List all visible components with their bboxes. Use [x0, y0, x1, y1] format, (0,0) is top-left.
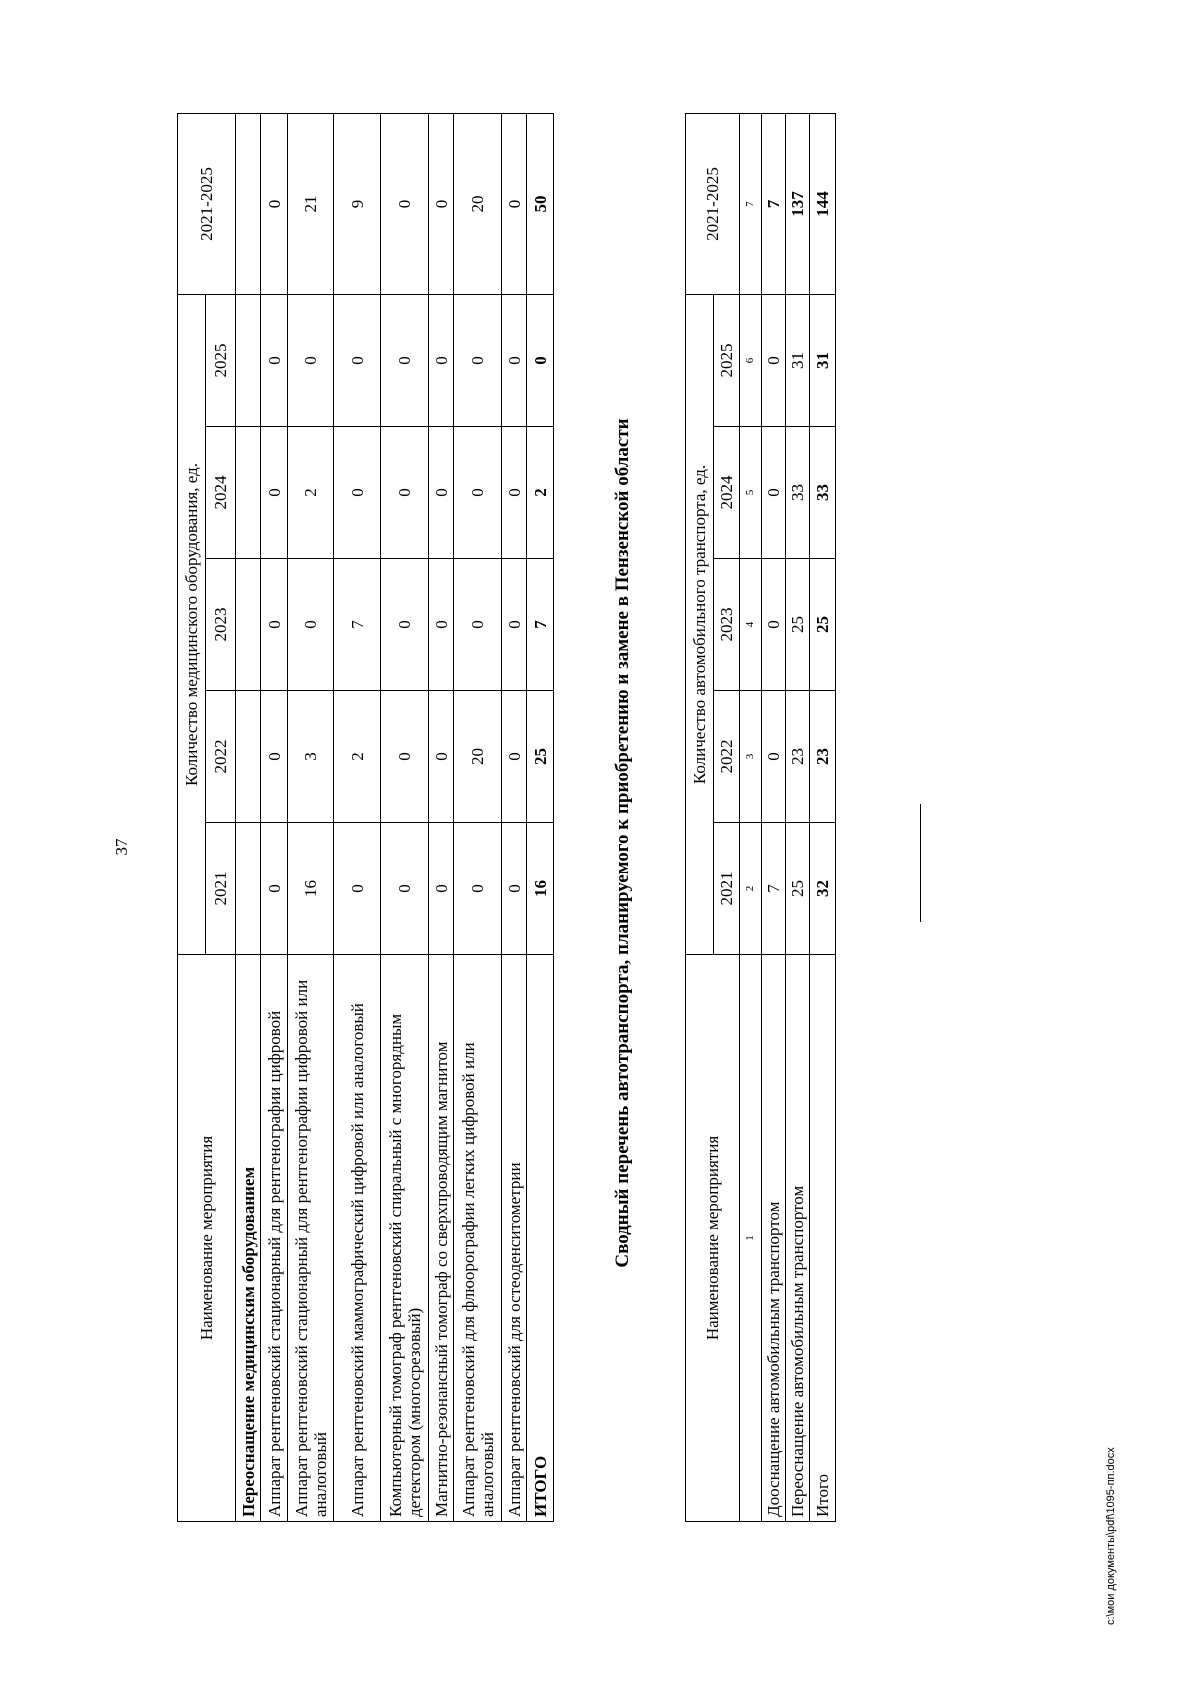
t2-index-cell: 7 [740, 114, 762, 295]
t2-year-header: 2024 [714, 427, 740, 559]
t2-index-cell: 4 [740, 559, 762, 691]
t1-cell: 0 [502, 823, 527, 955]
t1-cell: 0 [429, 823, 454, 955]
separator-line [920, 804, 921, 922]
table-row [502, 114, 527, 1522]
t1-total-label: ИТОГО [527, 955, 554, 1522]
t1-total-header: 2021-2025 [178, 114, 236, 295]
t1-cell: 0 [381, 823, 429, 955]
t2-cell: 33 [786, 427, 810, 559]
t1-cell: 0 [454, 427, 502, 559]
t1-cell: 0 [261, 691, 288, 823]
t1-total-cell: 0 [527, 295, 554, 427]
page-number: 37 [112, 838, 131, 856]
t1-cell: 0 [381, 559, 429, 691]
t1-cell: 9 [334, 114, 381, 295]
medical-equipment-table [177, 113, 554, 1522]
t1-row-name: Аппарат рентгеновский для флюорографии легких цифровой или аналоговый [454, 955, 502, 1522]
t2-year-header: 2022 [714, 691, 740, 823]
t1-cell: 0 [381, 295, 429, 427]
t1-cell: 0 [261, 427, 288, 559]
t2-index-cell: 6 [740, 295, 762, 427]
t2-cell: 7 [762, 114, 786, 295]
t1-cell: 0 [261, 114, 288, 295]
t1-cell: 20 [454, 691, 502, 823]
t1-group-header: Количество медицинского оборудования, ед. [178, 295, 206, 955]
t1-cell: 0 [429, 114, 454, 295]
t2-group-header: Количество автомобильного транспорта, ед. [686, 295, 714, 955]
t1-cell: 0 [334, 427, 381, 559]
table-row [786, 114, 810, 1522]
t2-cell: 25 [786, 823, 810, 955]
table-row [261, 114, 288, 1522]
table-row [288, 114, 334, 1522]
t2-cell: 7 [762, 823, 786, 955]
t1-cell: 0 [429, 691, 454, 823]
t2-cell: 31 [786, 295, 810, 427]
t1-cell: 0 [502, 114, 527, 295]
t1-cell: 0 [429, 559, 454, 691]
t1-cell: 0 [454, 823, 502, 955]
table-row [454, 114, 502, 1522]
table-row [334, 114, 381, 1522]
index-row [740, 114, 762, 1522]
t2-row-name: Переоснащение автомобильным транспортом [786, 955, 810, 1522]
t1-cell: 2 [334, 691, 381, 823]
t1-row-name: Компьютерный томограф рентгеновский спиральный с многорядным детектором (многосрезовый) [381, 955, 429, 1522]
t2-index-cell: 3 [740, 691, 762, 823]
t1-row-name: Аппарат рентгеновский стационарный для рентгенографии цифровой [261, 955, 288, 1522]
total-row [527, 114, 554, 1522]
table-row [762, 114, 786, 1522]
t1-cell: 0 [454, 559, 502, 691]
table2-title: Сводный перечень автотранспорта, планируемого к приобретению и замене в Пензенской области [612, 418, 633, 1268]
t2-cell: 0 [762, 559, 786, 691]
footer-file-path: c:\мои документы\pdf\1095-пп.docx [1105, 1447, 1117, 1625]
t1-row-name: Аппарат рентгеновский маммографический цифровой или аналоговый [334, 955, 381, 1522]
t1-cell: 0 [288, 559, 334, 691]
t1-cell: 0 [381, 427, 429, 559]
t1-cell: 0 [502, 691, 527, 823]
t1-name-header: Наименование мероприятия [178, 955, 236, 1522]
t1-cell: 0 [334, 823, 381, 955]
t2-total-label: Итого [810, 955, 836, 1522]
table-row [381, 114, 429, 1522]
t1-cell: 0 [454, 295, 502, 427]
t1-total-cell: 16 [527, 823, 554, 955]
t1-cell: 7 [334, 559, 381, 691]
t1-cell: 16 [288, 823, 334, 955]
t1-total-cell: 25 [527, 691, 554, 823]
t2-year-header: 2025 [714, 295, 740, 427]
t1-cell: 0 [502, 427, 527, 559]
t1-cell: 0 [261, 823, 288, 955]
t2-index-cell: 5 [740, 427, 762, 559]
t1-row-name: Аппарат рентгеновский стационарный для рентгенографии цифровой или аналоговый [288, 955, 334, 1522]
t1-cell: 0 [261, 295, 288, 427]
t1-cell: 0 [334, 295, 381, 427]
t1-cell: 2 [288, 427, 334, 559]
t1-row-name: Аппарат рентгеновский для остеоденситометрии [502, 955, 527, 1522]
total-row [810, 114, 836, 1522]
t2-cell: 137 [786, 114, 810, 295]
t2-index-cell: 1 [740, 955, 762, 1522]
t2-cell: 25 [786, 559, 810, 691]
t1-cell: 0 [429, 295, 454, 427]
t1-total-cell: 50 [527, 114, 554, 295]
t1-cell: 0 [381, 691, 429, 823]
t1-cell: 0 [261, 559, 288, 691]
t2-total-header: 2021-2025 [686, 114, 740, 295]
vehicles-table [685, 113, 836, 1522]
table-row [429, 114, 454, 1522]
t2-cell: 0 [762, 295, 786, 427]
t2-year-header: 2023 [714, 559, 740, 691]
t1-cell: 0 [502, 559, 527, 691]
t1-total-cell: 7 [527, 559, 554, 691]
t2-total-cell: 33 [810, 427, 836, 559]
t2-total-cell: 25 [810, 559, 836, 691]
t1-cell: 21 [288, 114, 334, 295]
t2-cell: 0 [762, 691, 786, 823]
t1-cell: 3 [288, 691, 334, 823]
t2-cell: 23 [786, 691, 810, 823]
t2-index-cell: 2 [740, 823, 762, 955]
t1-section-heading: Переоснащение медицинским оборудованием [236, 955, 261, 1522]
t1-year-header: 2025 [206, 295, 236, 427]
t1-year-header: 2021 [206, 823, 236, 955]
t2-total-cell: 32 [810, 823, 836, 955]
t1-year-header: 2022 [206, 691, 236, 823]
t1-cell: 0 [429, 427, 454, 559]
t2-year-header: 2021 [714, 823, 740, 955]
t1-cell: 0 [381, 114, 429, 295]
t2-total-cell: 23 [810, 691, 836, 823]
t1-cell: 20 [454, 114, 502, 295]
t2-total-cell: 31 [810, 295, 836, 427]
t1-row-name: Магнитно-резонансный томограф со сверхпроводящим магнитом [429, 955, 454, 1522]
t1-year-header: 2023 [206, 559, 236, 691]
t2-total-cell: 144 [810, 114, 836, 295]
t2-cell: 0 [762, 427, 786, 559]
t2-row-name: Дооснащение автомобильным транспортом [762, 955, 786, 1522]
t1-cell: 0 [288, 295, 334, 427]
t1-year-header: 2024 [206, 427, 236, 559]
t1-total-cell: 2 [527, 427, 554, 559]
t1-cell: 0 [502, 295, 527, 427]
t2-name-header: Наименование мероприятия [686, 955, 740, 1522]
